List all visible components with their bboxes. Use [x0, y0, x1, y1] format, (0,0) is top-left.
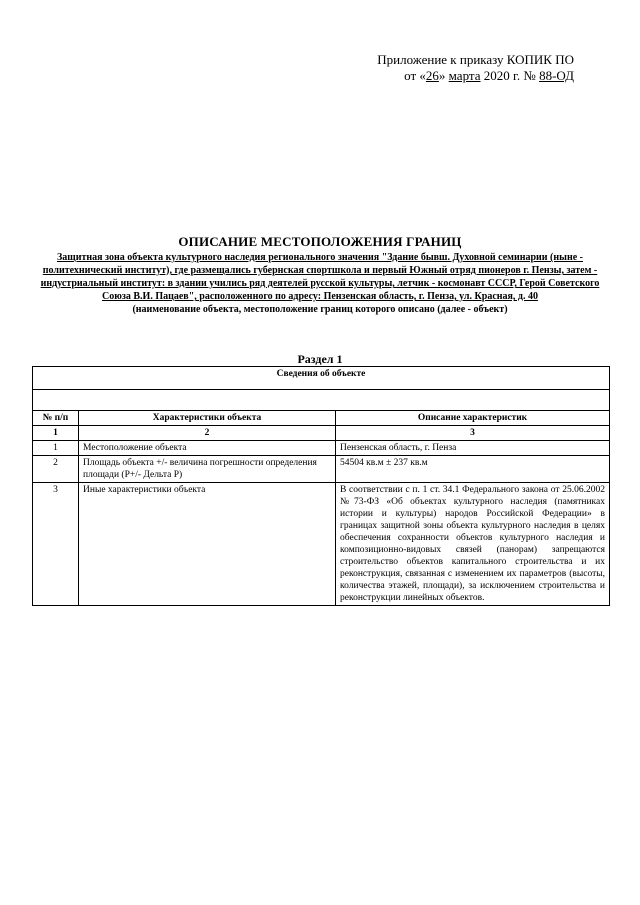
title-block: [40, 234, 600, 316]
row-description: 54504 кв.м ± 237 кв.м: [336, 456, 610, 483]
order-day: 26: [425, 68, 439, 83]
object-name: Защитная зона объекта культурного наследия регионального значения "Здание бывш. Духовной семинарии (ныне - политехнический институт), где размещались губернская спортшкола и первый Южный отряд пионеров г. Пензы, затем - индустриальный институт: в здании учились ряд деятелей русской культуры, летчик - космонавт СССР, Герой Советского Союза В.И. Пацаев", расположенного по адресу: Пензенская область, г. Пенза, ул. Красная, д. 40: [40, 252, 600, 302]
order-date-sep2: 2020 г. №: [480, 68, 540, 83]
row-characteristic: Площадь объекта +/- величина погрешности определения площади (P+/- Дельта P): [79, 456, 336, 483]
order-reference: [274, 52, 574, 84]
header-number: № п/п: [33, 411, 79, 426]
table-header-row: [33, 411, 610, 426]
order-date-sep1: »: [438, 68, 449, 83]
order-month: марта: [448, 68, 481, 83]
order-reference-line1: Приложение к приказу КОПИК ПО: [377, 52, 574, 67]
table-blank-cell: [33, 390, 610, 411]
row-description: Пензенская область, г. Пенза: [336, 441, 610, 456]
row-characteristic: Иные характеристики объекта: [79, 483, 336, 606]
header-description: Описание характеристик: [336, 411, 610, 426]
row-description: В соответствии с п. 1 ст. 34.1 Федерального закона от 25.06.2002 №73-ФЗ «Об объектах культурного наследия (памятниках истории и культуры) народов Российской Федерации» в границах защитной зоны объекта культурного наследия в целях обеспечения сохранности объектов культурного наследия и композиционно-видовых связей (панорам) запрещаются строительство объектов капитального строительства и их реконструкция, связанная с изменением их параметров (высоты, количества этажей, площади), за исключением строительства и реконструкции линейных объектов.: [336, 483, 610, 606]
row-characteristic: Местоположение объекта: [79, 441, 336, 456]
index-cell-3: 3: [336, 426, 610, 441]
row-number: 3: [33, 483, 79, 606]
table-row: [33, 483, 610, 606]
object-name-note: (наименование объекта, местоположение границ которого описано (далее - объект): [132, 304, 508, 315]
table-row: [33, 441, 610, 456]
table-caption-row: [33, 367, 610, 390]
table-blank-row: [33, 390, 610, 411]
index-cell-1: 1: [33, 426, 79, 441]
table-index-row: [33, 426, 610, 441]
row-number: 2: [33, 456, 79, 483]
row-number: 1: [33, 441, 79, 456]
order-date-prefix: от «: [404, 68, 426, 83]
order-reference-line2: [274, 68, 574, 84]
section-title: Раздел 1: [297, 352, 343, 366]
object-info-table: [32, 366, 610, 606]
header-characteristic: Характеристики объекта: [79, 411, 336, 426]
table-caption: Сведения об объекте: [33, 367, 610, 390]
order-number: 88-ОД: [539, 68, 574, 83]
index-cell-2: 2: [79, 426, 336, 441]
document-title: ОПИСАНИЕ МЕСТОПОЛОЖЕНИЯ ГРАНИЦ: [178, 234, 462, 249]
table-row: [33, 456, 610, 483]
